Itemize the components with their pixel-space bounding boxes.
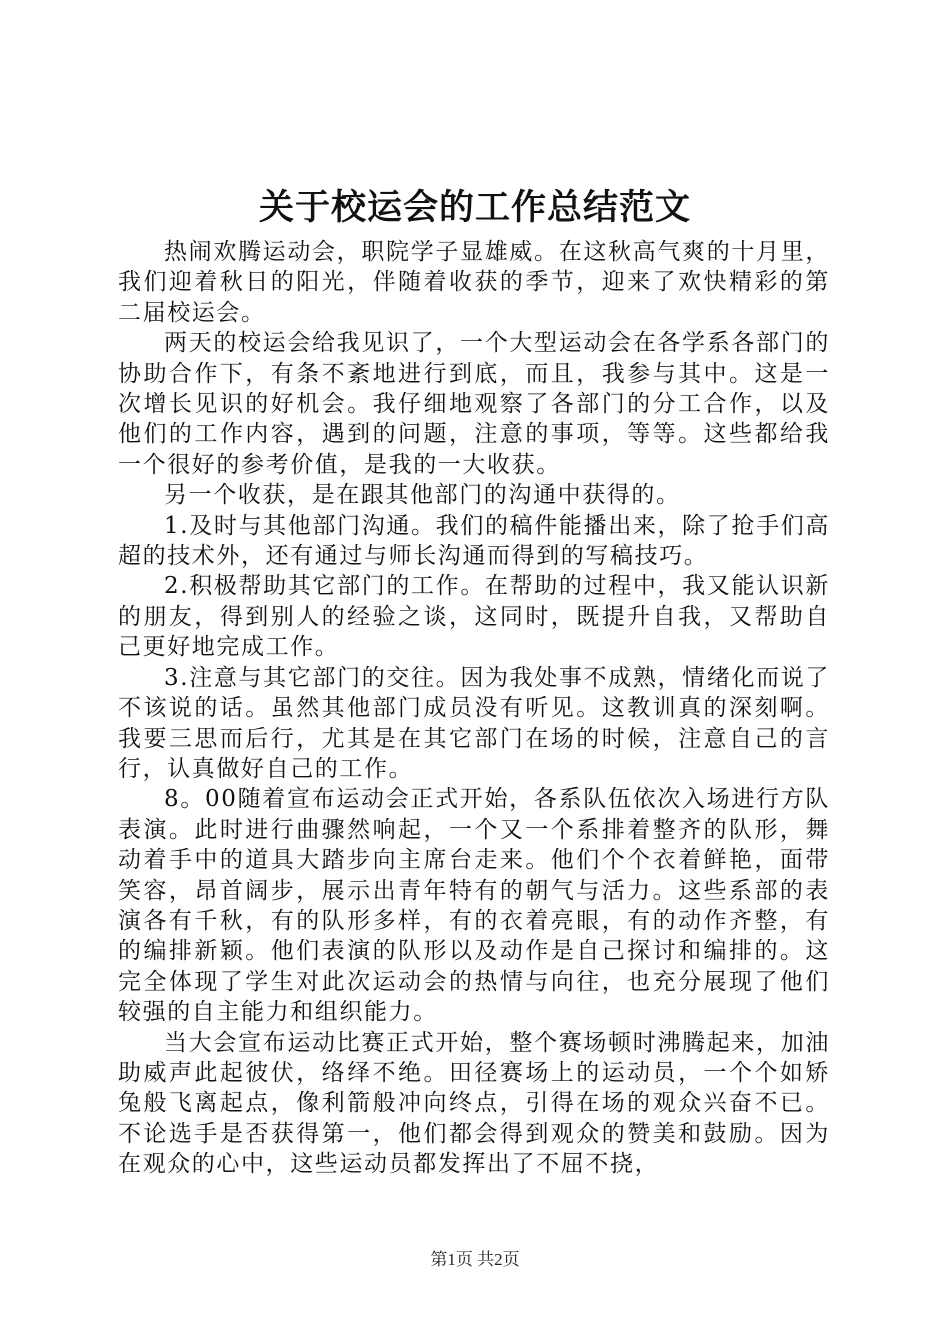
paragraph: 两天的校运会给我见识了，一个大型运动会在各学系各部门的协助合作下，有条不紊地进行到底，而且，我参与其中。这是一次增长见识的好机会。我仔细地观察了各部门的分工合作，以及他们的工作内容，遇到的问题，注意的事项，等等。这些都给我一个很好的参考价值，是我的一大收获。 — [118, 330, 830, 478]
paragraph: 1.及时与其他部门沟通。我们的稿件能播出来，除了抢手们高超的技术外，还有通过与师长沟通而得到的写稿技巧。 — [118, 512, 830, 570]
paragraph: 另一个收获，是在跟其他部门的沟通中获得的。 — [164, 482, 681, 509]
paragraph: 2.积极帮助其它部门的工作。在帮助的过程中，我又能认识新的朋友，得到别人的经验之谈，这同时，既提升自我，又帮助自己更好地完成工作。 — [118, 573, 830, 661]
page-number-footer: 第1页 共2页 — [430, 1250, 520, 1269]
paragraph: 8。00随着宣布运动会正式开始，各系队伍依次入场进行方队表演。此时进行曲骤然响起，一个又一个系排着整齐的队形，舞动着手中的道具大踏步向主席台走来。他们个个衣着鲜艳，面带笑容，昂首阔步，展示出青年特有的朝气与活力。这些系部的表演各有千秋，有的队形多样，有的衣着亮眼，有的动作齐整，有的编排新颖。他们表演的队形以及动作是自己探讨和编排的。这完全体现了学生对此次运动会的热情与向往，也充分展现了他们较强的自主能力和组织能力。 — [118, 786, 830, 1026]
paragraph: 热闹欢腾运动会，职院学子显雄威。在这秋高气爽的十月里，我们迎着秋日的阳光，伴随着收获的季节，迎来了欢快精彩的第二届校运会。 — [118, 239, 830, 326]
paragraph: 当大会宣布运动比赛正式开始，整个赛场顿时沸腾起来，加油助威声此起彼伏，络绎不绝。田径赛场上的运动员，一个个如矫兔般飞离起点，像利箭般冲向终点，引得在场的观众兴奋不已。不论选手是否获得第一，他们都会得到观众的赞美和鼓励。因为在观众的心中，这些运动员都发挥出了不屈不挠， — [118, 1029, 830, 1178]
paragraph: 3.注意与其它部门的交往。因为我处事不成熟，情绪化而说了不该说的话。虽然其他部门成员没有听见。这教训真的深刻啊。我要三思而后行，尤其是在其它部门在场的时候，注意自己的言行，认真做好自己的工作。 — [118, 664, 830, 782]
document-body — [118, 237, 830, 1180]
document-title: 关于校运会的工作总结范文 — [258, 187, 691, 228]
